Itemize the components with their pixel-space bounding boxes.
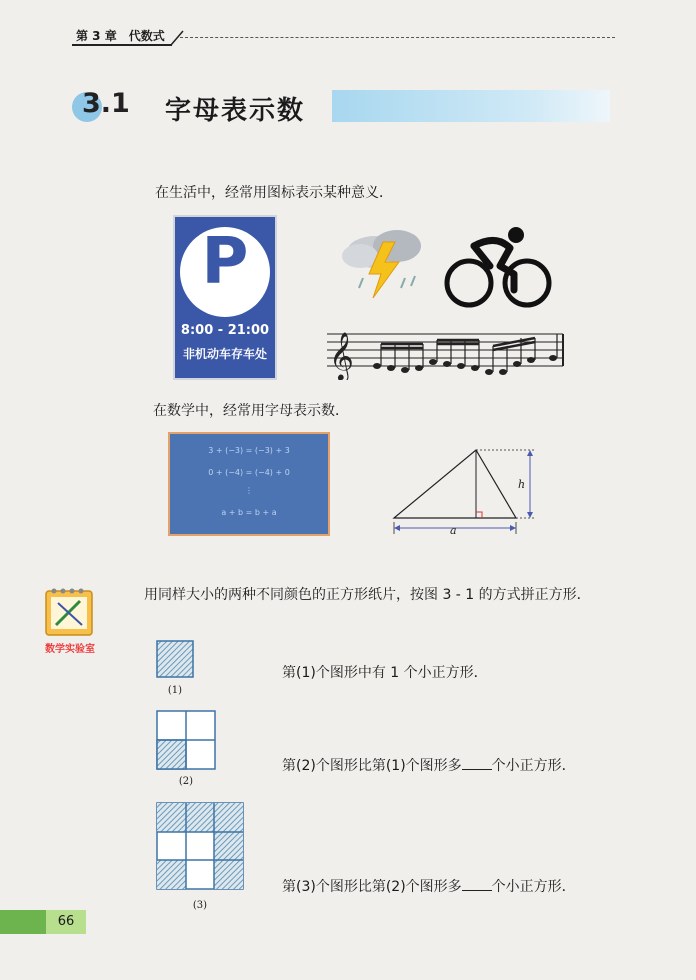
header-underline	[72, 44, 172, 46]
base-label: a	[450, 524, 457, 537]
thunderstorm-icon	[335, 222, 435, 304]
answer-blank-3[interactable]	[462, 890, 492, 891]
figure-2-grid	[156, 710, 216, 770]
parking-hours: 8:00 - 21:00	[180, 323, 270, 338]
intro-life-text: 在生活中，经常用图标表示某种意义．	[155, 185, 393, 201]
math-lab-label: 数学实验室	[45, 644, 95, 655]
height-label: h	[518, 478, 526, 491]
figure-1-caption: (1)	[167, 685, 183, 696]
blackboard-line-4: a + b = b + a	[221, 508, 277, 517]
section-title-bar	[332, 90, 610, 122]
answer-blank-2[interactable]	[462, 769, 492, 770]
chapter-header: 第 3 章 代数式	[76, 29, 165, 43]
section-title: 字母表示数	[165, 96, 306, 126]
figure-1-grid	[156, 640, 194, 678]
header-dashed-line	[180, 37, 615, 38]
lab-instruction: 用同样大小的两种不同颜色的正方形纸片，按图 3 - 1 的方式拼正方形．	[144, 587, 591, 603]
music-staff-icon	[325, 322, 565, 380]
parking-sign	[173, 215, 277, 380]
figure-3-caption: (3)	[192, 900, 208, 911]
triangle-diagram	[390, 442, 540, 542]
page-number: 66	[46, 910, 86, 934]
figure-3-grid	[156, 802, 244, 890]
blackboard-line-1: 3 + (−3) = (−3) + 3	[208, 446, 290, 455]
cycling-icon	[444, 226, 552, 308]
parking-letter: P	[201, 225, 249, 299]
figure-2-caption: (2)	[178, 776, 194, 787]
intro-math-text: 在数学中，经常用字母表示数．	[153, 403, 349, 419]
figure-1-text: 第(1)个图形中有 1 个小正方形．	[282, 665, 488, 681]
section-number: 3.1	[82, 88, 130, 119]
footer-bar	[0, 910, 46, 934]
parking-text: 非机动车存车处	[182, 347, 267, 361]
blackboard-line-2: 0 + (−4) = (−4) + 0	[208, 468, 290, 477]
blackboard-line-3: ⋮	[245, 486, 253, 495]
svg-text:𝄞: 𝄞	[329, 331, 354, 380]
header-slash	[170, 30, 184, 46]
blackboard	[168, 432, 330, 536]
figure-3-text: 第(3)个图形比第(2)个图形多 个小正方形．	[282, 879, 576, 895]
figure-2-text: 第(2)个图形比第(1)个图形多 个小正方形．	[282, 758, 576, 774]
math-lab-icon	[44, 585, 96, 637]
